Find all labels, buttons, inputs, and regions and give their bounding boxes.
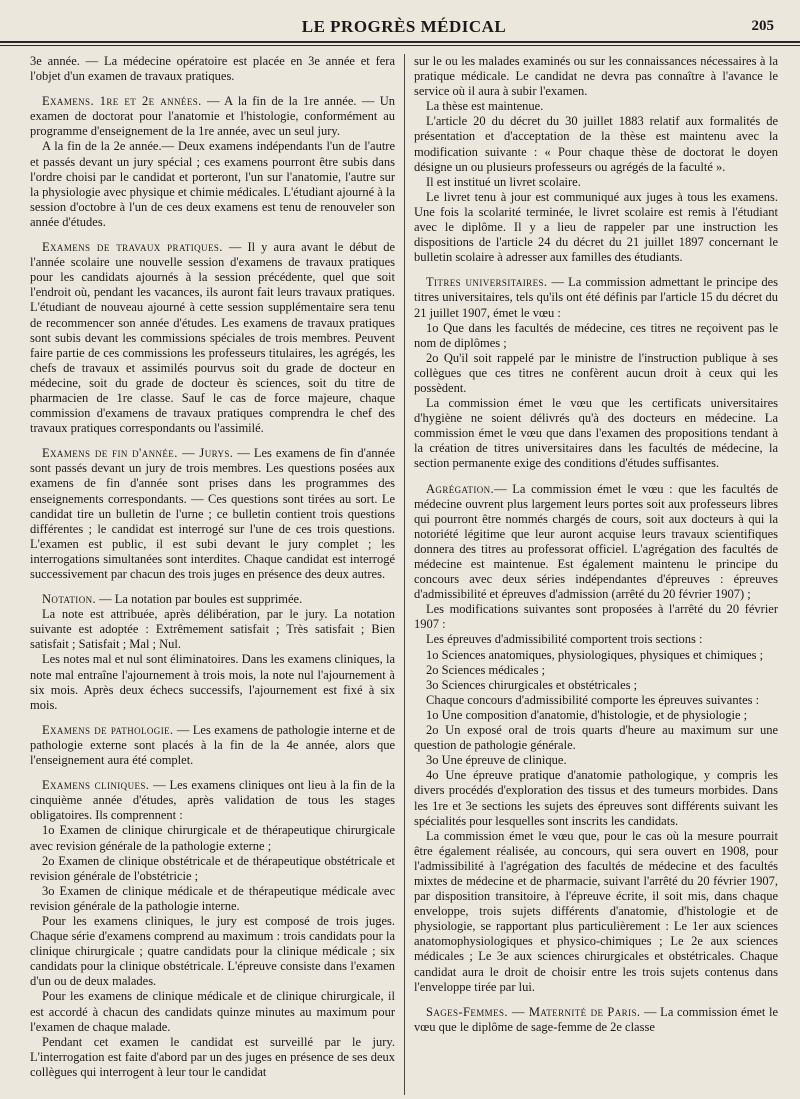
paragraph: Pendant cet examen le candidat est surveillé par le jury. L'interrogation est faite d'abord par un des juges en présence de ses deux collègues qui interrogent à leur tour le candidat [30,1034,395,1079]
paragraph: Les modifications suivantes sont proposées à l'arrêté du 20 février 1907 : [414,602,778,632]
section-text: — Les examens de pathologie interne et de pathologie externe sont placés à la fin de la 4e année, alors que l'enseignement aura été complet. [30,722,395,768]
section-paragraph [414,275,778,320]
list-item: 4o Une épreuve pratique d'anatomie pathologique, y compris les divers procédés d'exploration des tissus et des tumeurs morbides. Dans les 1re et 3e sections les sujets des épreuves sont différents suivant les spécialités pour lesquelles sont inscrits les candidats. [414,768,778,828]
paragraph: A la fin de la 2e année.— Deux examens indépendants l'un de l'autre et passés devant un jury spécial ; ces examens pourront être subis dans l'ordre choisi par le candidat et porteront, l'un sur l'anatomie, l'autre sur la physiologie avec physique et chimie médicales. L'étudiant ajourné à la session d'octobre à l'un de ces deux examens est tenu de renouveler son année d'études. [30,139,395,229]
section-heading: Notation. [42,592,97,607]
paragraph: La commission émet le vœu que, pour le cas où la mesure pourrait être également réalisée, au concours, qui sera ouvert en 1908, pour l'admissibilité à l'agrégation des facultés de médecine et des facultés mixtes de médecine et de pharmacie, suivant l'arrêté du 20 février 1907, par disposition transitoire, à l'épreuve écrite, il soit mis, dans chaque enveloppe, trois sujets différents d'anatomie, d'histologie et de physiologie, se rapportant plus particulièrement : Le 1er aux sciences anatomophysiologiques et physico-chimiques ; Le 2e aux sciences médicales ; Le 3e aux sciences chirurgicales et obstétricales. Chaque candidat aura le droit de choisir entre les trois sujets contenus dans l'enveloppe tirée par lui. [414,828,778,994]
paragraph: sur le ou les malades examinés ou sur les connaissances nécessaires à la pratique médicale. Le candidat ne devra pas connaître à l'avance le service où il aura à subir l'examen. [414,54,778,99]
section-heading: Examens de fin d'année. — Jurys. [42,446,234,461]
section-text: — La commission émet le vœu que le diplôme de sage-femme de 2e classe [414,1004,778,1034]
section-text: — A la fin de la 1re année. — Un examen de doctorat pour l'anatomie et l'histologie, conformément au programme d'enseignement de la 1re année, avec un seul jury. [30,94,395,139]
paragraph: Pour les examens cliniques, le jury est composé de trois juges. Chaque série d'examens comprend au maximum : trois candidats pour la clinique chirurgicale ; quatre candidats pour la clinique médicale ; six candidats pour la clinique obstétricale. L'épreuve consiste dans l'examen d'un ou de deux malades. [30,913,395,989]
paragraph: Chaque concours d'admissibilité comporte les épreuves suivantes : [426,692,760,707]
section-heading: Examens. 1re et 2e années. [42,94,202,109]
list-item: 3o Sciences chirurgicales et obstétricales ; [426,677,638,692]
journal-title: LE PROGRÈS MÉDICAL [301,17,507,36]
list-item: 2o Qu'il soit rappelé par le ministre de l'instruction publique à ses collègues que ces titres ne confèrent aucun droit à ceux qui les possèdent. [414,350,778,395]
paragraph: 3e année. — La médecine opératoire est placée en 3e année et fera l'objet d'un examen de travaux pratiques. [30,54,395,84]
list-item: 2o Un exposé oral de trois quarts d'heure au maximum sur une question de pathologie générale. [414,723,778,753]
list-item: 3o Examen de clinique médicale et de thérapeutique médicale avec revision générale de la pathologie interne. [30,883,395,913]
section-paragraph [30,723,395,768]
section-heading: Agrégation. [426,481,495,496]
section-paragraph [30,592,395,607]
section-paragraph [414,482,778,603]
paragraph: La thèse est maintenue. [426,99,544,114]
section-text: — La commission admettant le principe des titres universitaires, tels qu'ils ont été définis par l'article 15 du décret du 21 juillet 1907, émet le vœu : [414,275,778,320]
paragraph: L'article 20 du décret du 30 juillet 1883 relatif aux formalités de présentation et d'acceptation de la thèse est maintenu avec la modification suivante : « Pour chaque thèse de doctorat le doyen désigne un ou plusieurs professeurs ou agrégés de la faculté ». [414,114,778,174]
section-paragraph [414,1005,778,1035]
section-text: — La notation par boules est supprimée. [96,592,303,607]
section-heading: Examens cliniques. [42,778,150,793]
section-heading: Examens de travaux pratiques. [42,240,223,255]
section-text: — Les examens de fin d'année sont passés devant un jury de trois membres. Les questions posées aux examens de fin d'année sont prises dans les programmes des enseignements correspondants. — Ces questions sont tirées au sort. Le candidat tire un bulletin de l'urne ; ce bulletin contient trois questions différentes ; le candidat est interrogé sur l'une de ces trois questions. L'examen est public, il est subi devant le jury complet ; les interrogations simultanées sont interdites. Chaque candidat est interrogé successivement par chacun des trois juges en présence des deux autres. [30,446,395,581]
section-text: — La commission émet le vœu : que les facultés de médecine ouvrent plus largement leurs portes soit aux professeurs libres qui pourront être nommés chargés de cours, soit aux docteurs à qui la notoriété légitime que leur auront acquise leurs travaux scientifiques donnera des titres au professorat officiel. L'agrégation des facultés de médecine est maintenue. Est également maintenu le principe du concours avec deux séries indépendantes d'épreuves : épreuves d'admissibilité et épreuves d'admission (arrêté du 20 février 1907) ; [414,481,778,602]
paragraph: Pour les examens de clinique médicale et de clinique chirurgicale, il est accordé à chacun des candidats quinze minutes au maximum pour l'examen de chaque malade. [30,989,395,1034]
left-column [30,54,404,1095]
section-heading: Titres universitaires. [426,275,548,290]
section-paragraph [30,778,395,823]
paragraph: Les épreuves d'admissibilité comportent trois sections : [426,632,703,647]
section-heading: Examens de pathologie. [42,722,174,737]
section-heading: Sages-Femmes. — Maternité de Paris. [426,1004,641,1019]
section-paragraph [30,240,395,436]
paragraph: La commission émet le vœu que les certificats universitaires d'hygiène ne soient délivrés qu'à des docteurs en médecine. La commission émet le vœu que dans l'examen des propositions tendant à la création de titres universitaires dans les facultés de médecine, la section permanente exige des conditions d'études suffisantes. [414,396,778,471]
section-text: — Il y aura avant le début de l'année scolaire une nouvelle session d'examens de travaux pratiques pour les candidats ajournés à la session précédente, quel que soit l'endroit où, pendant les vacances, ils auront fait leurs travaux pratiques. L'étudiant de nouveau ajourné à cette session supplémentaire sera tenu de recommencer son année d'études. Les examens de travaux pratiques sont subis devant les commissions spéciales de trois membres. Peuvent faire partie de ces commissions les professeurs titulaires, les agrégés, les chefs de travaux et assimilés pourvus soit du grade de docteur en médecine, soit du grade de docteur ès sciences, soit du titre de pharmacien de 1re classe. Sauf le cas de force majeure, chaque commission d'examens de travaux pratiques comprendra le chef des travaux pratiques correspondants ou l'assimilé. [30,240,395,436]
page-header [30,0,778,38]
list-item: 2o Examen de clinique obstétricale et de thérapeutique obstétricale et revision générale de l'obstétricie ; [30,853,395,883]
text-columns [30,54,778,1095]
list-item: 3o Une épreuve de clinique. [426,753,567,768]
header-rule [0,41,800,43]
section-text: — Les examens cliniques ont lieu à la fin de la cinquième année d'études, après validation de tous les stages obligatoires. Ils comprennent : [30,778,395,823]
right-column [404,54,778,1095]
list-item: 1o Examen de clinique chirurgicale et de thérapeutique chirurgicale avec revision générale de la pathologie externe ; [30,823,395,853]
paragraph: Le livret tenu à jour est communiqué aux juges à tous les examens. Une fois la scolarité terminée, le livret scolaire est remis à l'étudiant avec le diplôme. Il y a lieu de rappeler par une instruction les dispositions de l'article 24 du décret du 21 juillet 1897 concernant le bulletin scolaire à adresser aux familles des étudiants. [414,189,778,265]
list-item: 1o Que dans les facultés de médecine, ces titres ne reçoivent pas le nom de diplômes ; [414,320,778,350]
page-number: 205 [751,18,774,34]
list-item: 2o Sciences médicales ; [426,662,546,677]
paragraph: Il est institué un livret scolaire. [426,174,581,189]
header-rule-thin [0,45,800,46]
paragraph: La note est attribuée, après délibération, par le jury. La notation suivante est adoptée : Extrêmement satisfait ; Très satisfait ; Bien satisfait ; Satisfait ; Mal ; Nul. [30,607,395,652]
list-item: 1o Sciences anatomiques, physiologiques, physiques et chimiques ; [426,647,764,662]
paragraph: Les notes mal et nul sont éliminatoires. Dans les examens cliniques, la note mal entraîne l'ajournement à trois mois, la note nul l'ajournement à six mois. Après deux échecs successifs, l'ajournement est fixé à six mois. [30,652,395,712]
section-paragraph [30,94,395,139]
list-item: 1o Une composition d'anatomie, d'histologie, et de physiologie ; [426,707,748,722]
section-paragraph [30,446,395,582]
